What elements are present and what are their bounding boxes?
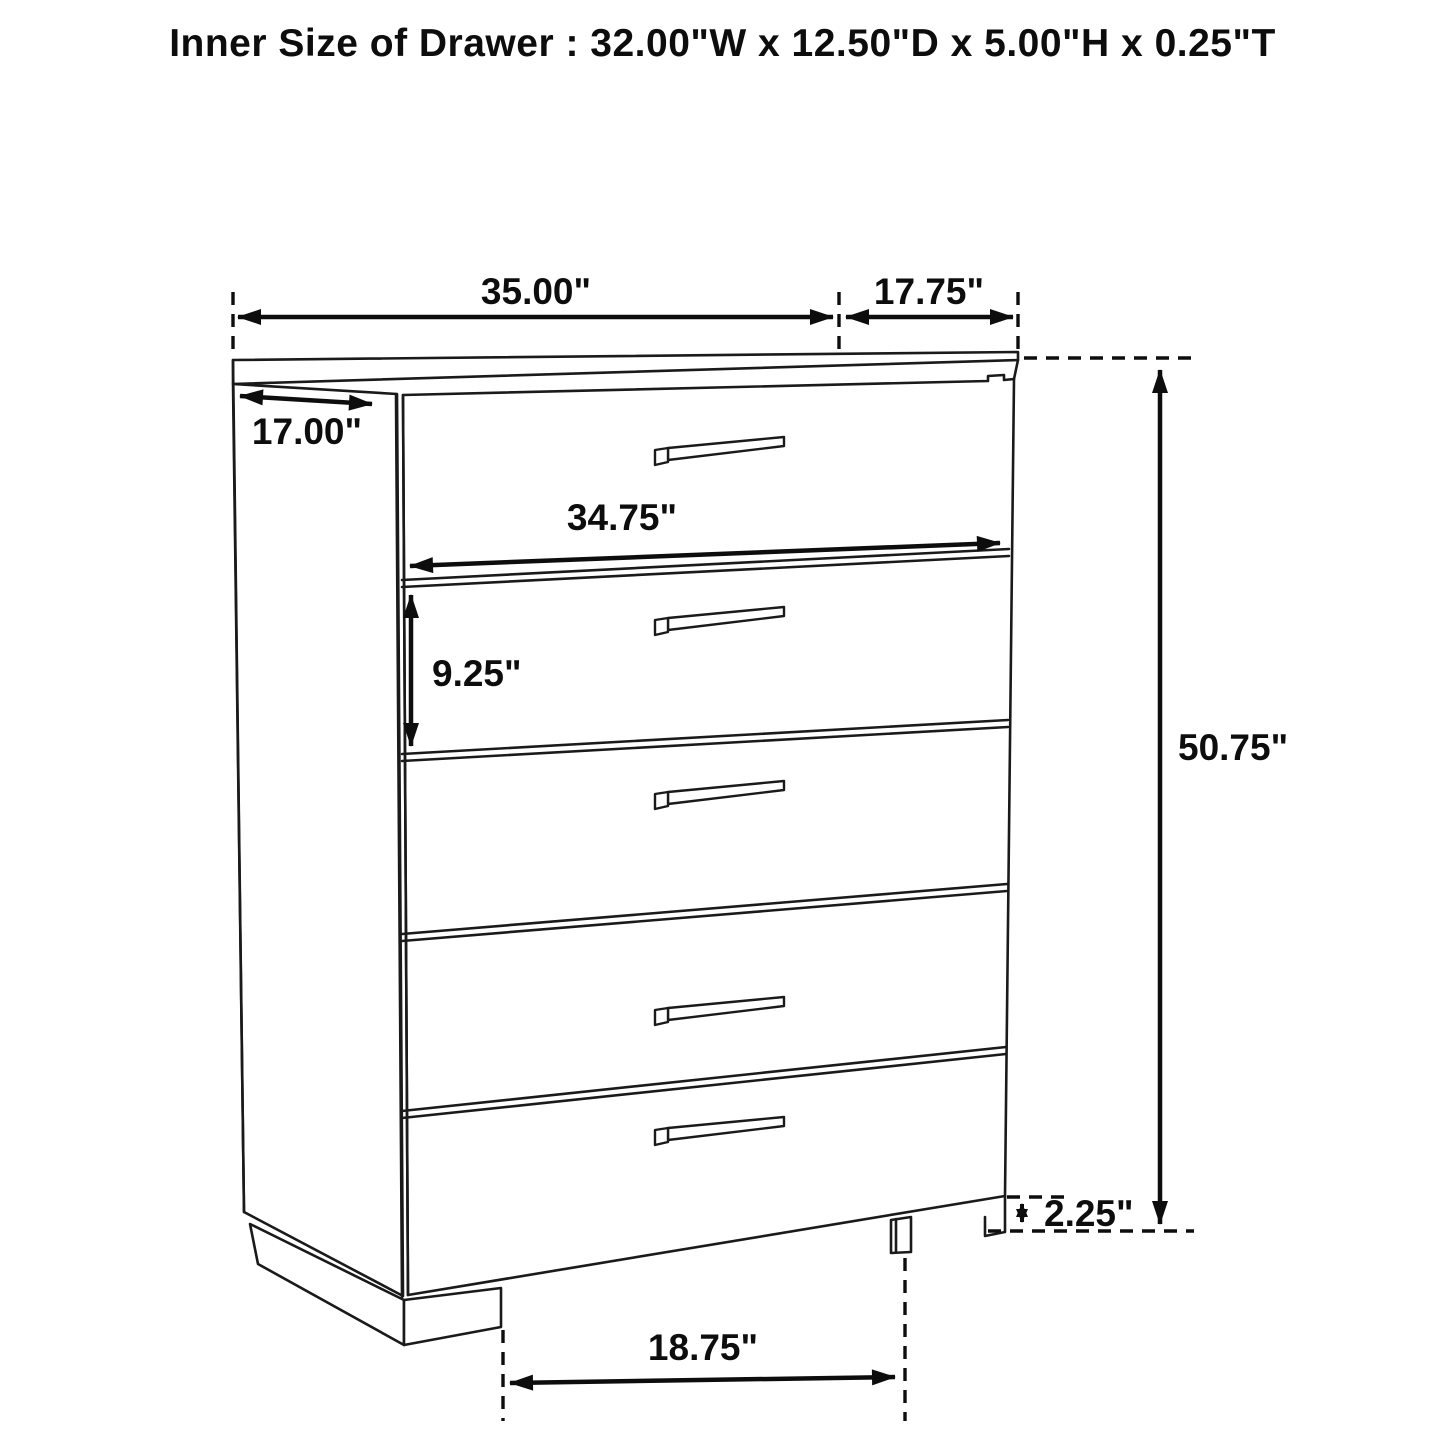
dim-label-depth-top: 17.75": [873, 271, 985, 312]
dim-label-width-top: 35.00": [480, 271, 592, 312]
dim-label-depth-side: 17.00": [251, 411, 363, 452]
top-right-sliver: [1014, 360, 1018, 379]
dim-label-leg-span: 18.75": [647, 1327, 759, 1368]
chest-top-surface: [233, 352, 1018, 384]
dim-label-foot-height: 2.25": [1044, 1193, 1134, 1234]
left-plinth-front: [404, 1288, 501, 1345]
dim-label-drawer-width: 34.75": [566, 497, 678, 538]
dim-arrow-leg-span: [510, 1377, 895, 1383]
dim-label-height-overall: 50.75": [1178, 727, 1289, 768]
dim-label-drawer-height: 9.25": [432, 653, 522, 694]
chest-front-face: [403, 375, 1014, 1295]
right-front-foot: [891, 1217, 911, 1253]
page-title: Inner Size of Drawer : 32.00"W x 12.50"D x 5.00"H x 0.25"T: [169, 22, 1276, 65]
chest-side-panel: [233, 384, 403, 1296]
